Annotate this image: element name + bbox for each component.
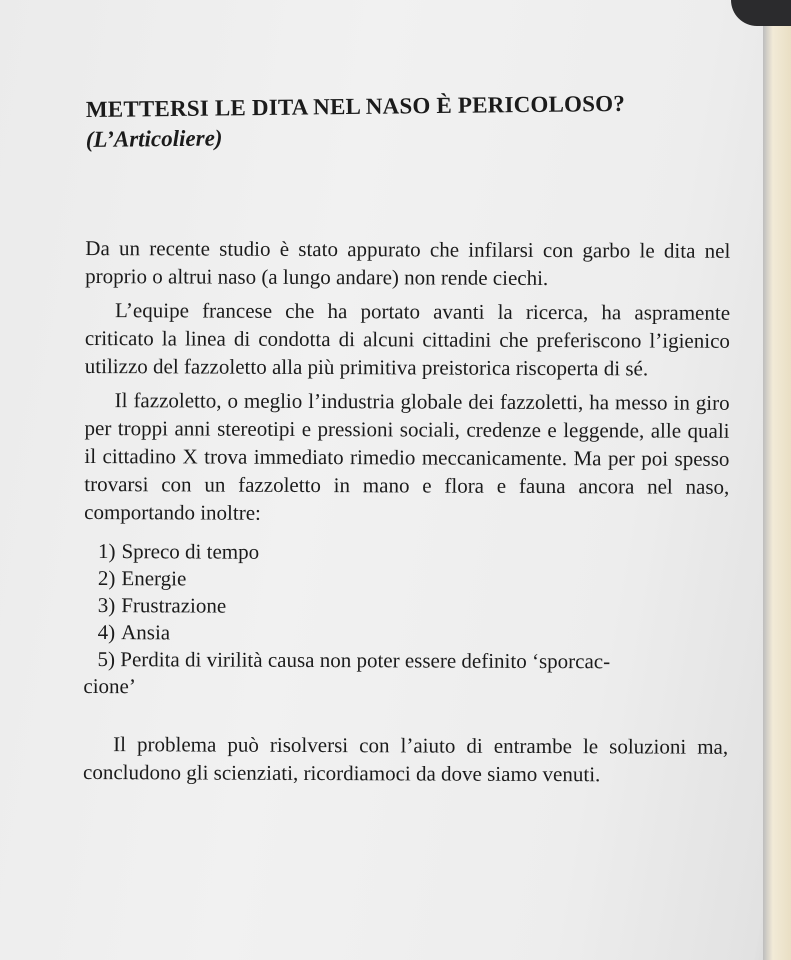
- article: [82, 90, 731, 789]
- paragraph-2: L’equipe francese che ha portato avanti la ricerca, ha aspramente criticato la linea di condotta di alcuni cittadini che preferiscono l’igienico utilizzo del fazzoletto alla più primitiva preistorica riscoperta di sé.: [84, 298, 731, 381]
- background-corner: [731, 0, 791, 26]
- list-item: 2) Energie: [97, 566, 187, 591]
- paragraph-1: Da un recente studio è stato appurato che infilarsi con garbo le dita nel proprio o altrui naso (a lungo andare) non rende ciechi.: [85, 235, 731, 291]
- consequences-list: [98, 538, 729, 649]
- paragraph-3: Il fazzoletto, o meglio l’industria globale dei fazzoletti, ha messo in giro per troppi anni stereotipi e pressioni sociali, credenze e leggende, alle quali il cittadino X trova immediato rimedio meccanicamente. Ma per poi spesso trovarsi con un fazzoletto in mano e flora e fauna ancora nel naso, comportando inoltre:: [84, 388, 730, 525]
- next-page-edge: [763, 0, 791, 960]
- article-source: (L’Articoliere): [85, 125, 223, 152]
- article-title: METTERSI LE DITA NEL NASO È PERICOLOSO?: [85, 90, 626, 122]
- list-item: 4) Ansia: [97, 620, 171, 645]
- closing-paragraph: Il problema può risolversi con l’aiuto di entrambe le soluzioni ma, concludono gli scienziati, ricordiamoci da dove siamo venuti.: [82, 732, 729, 787]
- list-item: 1) Spreco di tempo: [97, 539, 260, 564]
- list-item-last: 5) Perdita di virilità causa non poter essere definito ‘sporcac- cione’: [83, 647, 611, 699]
- list-item: 3) Frustrazione: [97, 593, 227, 618]
